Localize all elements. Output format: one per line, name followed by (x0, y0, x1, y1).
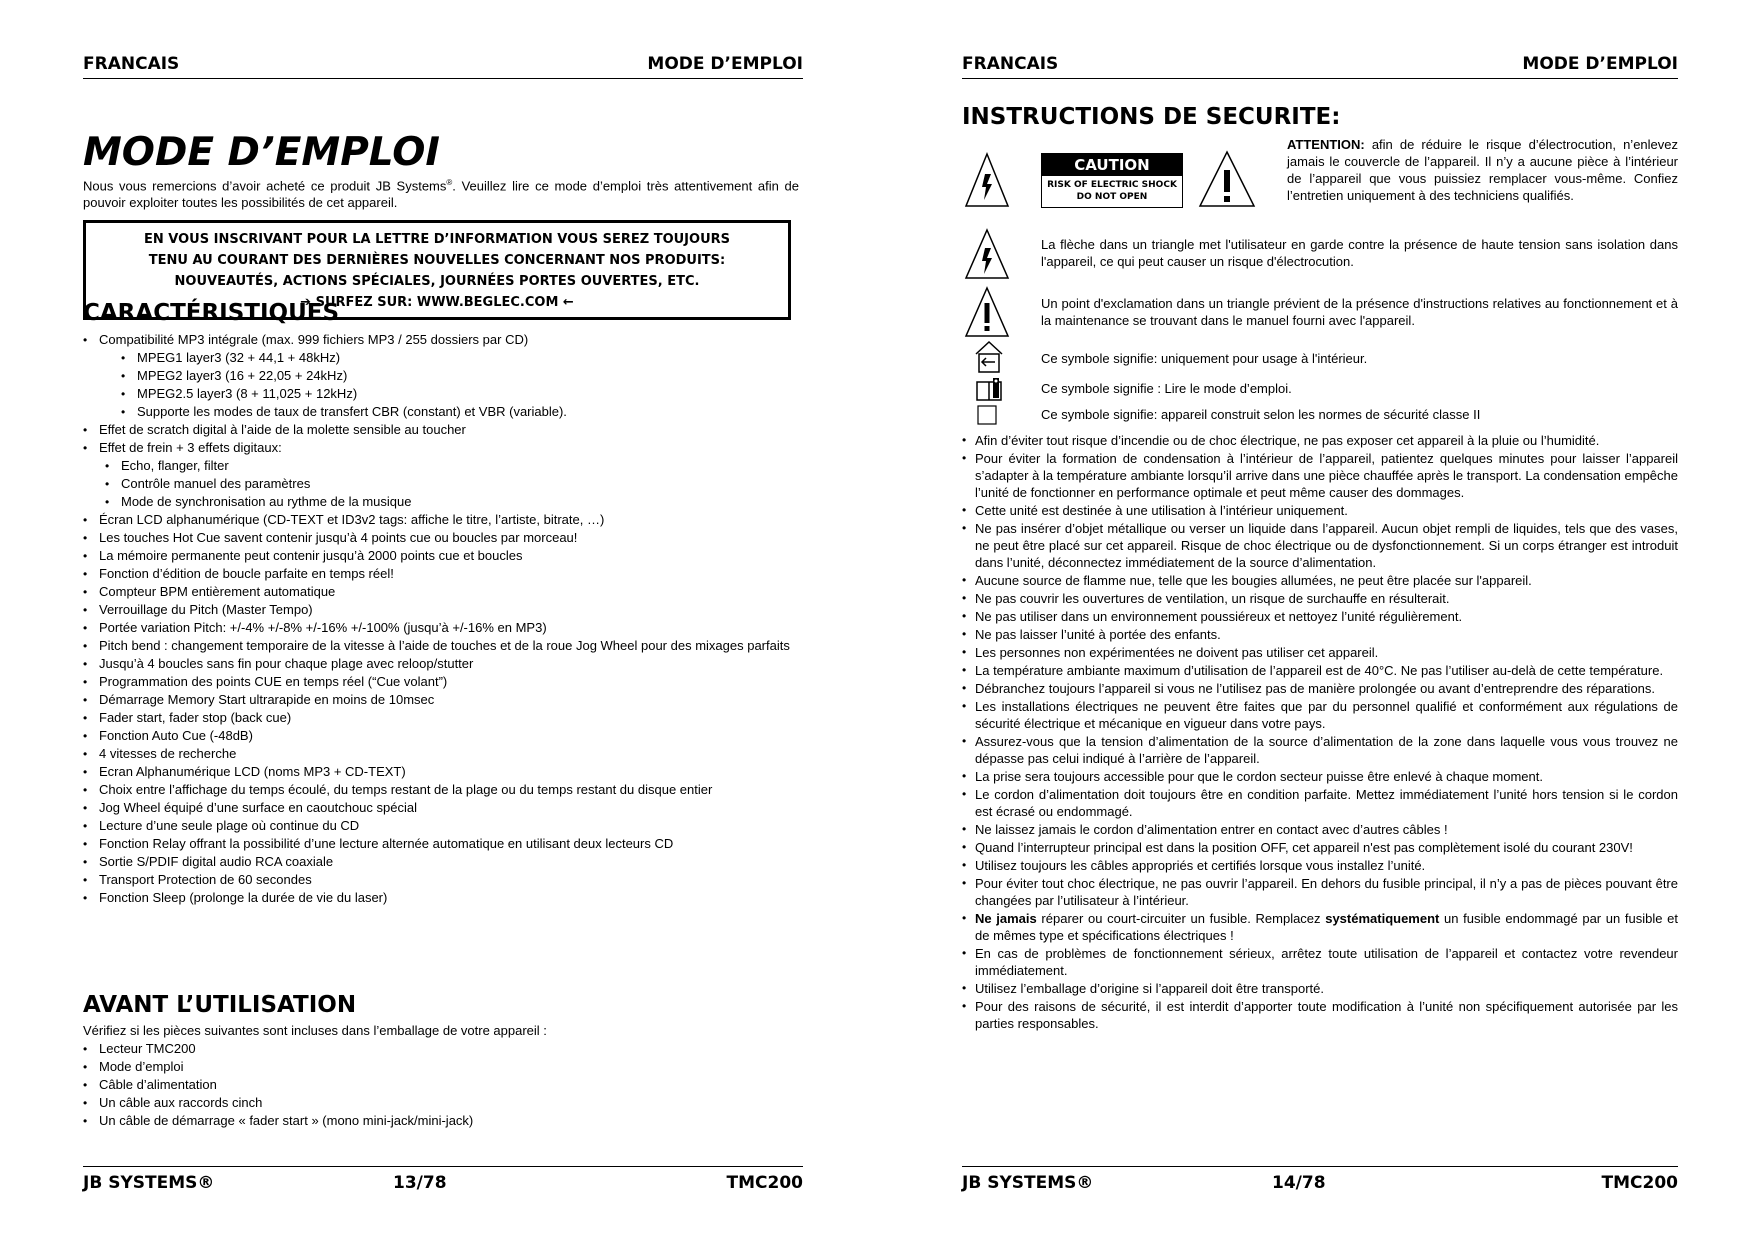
list-item: • Echo, flanger, filter (83, 458, 799, 474)
safety-title: INSTRUCTIONS DE SECURITE: (962, 104, 1341, 130)
newsletter-line: EN VOUS INSCRIVANT POUR LA LETTRE D’INFORMATION VOUS SEREZ TOUJOURS (144, 232, 730, 247)
page-header (962, 54, 1678, 79)
list-item: • Ecran Alphanumérique LCD (noms MP3 + CD-TEXT) (83, 764, 799, 780)
page-right (962, 0, 1678, 1240)
list-item: • Compteur BPM entièrement automatique (83, 584, 799, 600)
list-item: • Ne pas utiliser dans un environnement poussiéreux et nettoyez l’unité régulièrement. (962, 608, 1678, 625)
list-item: • Débranchez toujours l’appareil si vous ne l’utilisez pas de manière prolongée ou avant d’entreprendre des réparations. (962, 680, 1678, 697)
intro-paragraph: Nous vous remercions d’avoir acheté ce produit JB Systems®. Veuillez lire ce mode d’emploi très attentivement afin de pouvoir exploiter toutes les possibilités de cet appareil. (83, 178, 799, 211)
list-item: • Démarrage Memory Start ultrarapide en moins de 10msec (83, 692, 799, 708)
list-item: • Choix entre l’affichage du temps écoulé, du temps restant de la plage ou du temps restant du disque entier (83, 782, 799, 798)
list-item: • Jusqu’à 4 boucles sans fin pour chaque plage avec reloop/stutter (83, 656, 799, 672)
list-item: • Utilisez toujours les câbles appropriés et certifiés lorsque vous installez l’unité. (962, 857, 1678, 874)
page-footer (962, 1166, 1678, 1197)
footer-brand: JB SYSTEMS® (83, 1173, 215, 1193)
list-item: • Fonction d’édition de boucle parfaite en temps réel! (83, 566, 799, 582)
list-item: • Un câble de démarrage « fader start » (mono mini-jack/mini-jack) (83, 1113, 799, 1129)
header-language: FRANCAIS (962, 54, 1059, 74)
list-item: • La mémoire permanente peut contenir jusqu’à 2000 points cue et boucles (83, 548, 799, 564)
footer-page-number: 13/78 (393, 1173, 447, 1193)
header-doc-title: MODE D’EMPLOI (1522, 54, 1678, 74)
newsletter-line: NOUVEAUTÉS, ACTIONS SPÉCIALES, JOURNÉES PORTES OUVERTES, ETC. (174, 274, 700, 289)
footer-model: TMC200 (1601, 1173, 1678, 1193)
list-item: • Effet de frein + 3 effets digitaux: (83, 440, 799, 456)
header-doc-title: MODE D’EMPLOI (647, 54, 803, 74)
list-item: • Quand l’interrupteur principal est dans la position OFF, cet appareil n'est pas complètement isolé du courant 230V! (962, 839, 1678, 856)
before-use-heading: AVANT L’UTILISATION (83, 992, 357, 1018)
list-item: • Ne pas laisser l’unité à portée des enfants. (962, 626, 1678, 643)
list-item: • Supporte les modes de taux de transfert CBR (constant) et VBR (variable). (83, 404, 799, 420)
list-item: • Mode d’emploi (83, 1059, 799, 1075)
list-item: • MPEG2.5 layer3 (8 + 11,025 + 12kHz) (83, 386, 799, 402)
attention-paragraph: ATTENTION: afin de réduire le risque d’électrocution, n’enlevez jamais le couvercle de l’appareil. Il n’y a aucune pièce à l’intérieur de l’appareil que vous puissiez remplacer vous-même. Confiez l’entretien uniquement à des techniciens qualifiés. (1287, 137, 1678, 203)
page-header (83, 54, 803, 79)
list-item: • Aucune source de flamme nue, telle que les bougies allumées, ne peut être placée sur l'appareil. (962, 572, 1678, 589)
class2-square-icon (976, 404, 1000, 426)
caution-line: DO NOT OPEN (1076, 192, 1148, 202)
footer-page-number: 14/78 (1272, 1173, 1326, 1193)
caution-text (1042, 176, 1182, 203)
list-item: • 4 vitesses de recherche (83, 746, 799, 762)
list-item: • Écran LCD alphanumérique (CD-TEXT et ID3v2 tags: affiche le titre, l’artiste, bitrate, …) (83, 512, 799, 528)
list-item: • Les touches Hot Cue savent contenir jusqu’à 4 points cue ou boucles par morceau! (83, 530, 799, 546)
header-language: FRANCAIS (83, 54, 180, 74)
list-item: • Transport Protection de 60 secondes (83, 872, 799, 888)
exclamation-warning-icon (1198, 150, 1256, 208)
indoor-use-icon (974, 340, 1004, 374)
list-item: • Contrôle manuel des paramètres (83, 476, 799, 492)
features-heading: CARACTÉRISTIQUES (83, 300, 340, 326)
caution-label (1041, 153, 1183, 208)
caution-title: CAUTION (1042, 154, 1182, 176)
list-item: • Lecteur TMC200 (83, 1041, 799, 1057)
newsletter-line: TENU AU COURANT DES DERNIÈRES NOUVELLES CONCERNANT NOS PRODUITS: (148, 253, 726, 268)
exclamation-warning-icon (964, 286, 1010, 338)
list-item: • Pour éviter la formation de condensation à l’intérieur de l’appareil, patientez quelques minutes pour laisser l’appareil s’adapter à la température ambiante lorsqu’il arrive dans une pièce chauffée après le transport. La condensation empêche l’unité de fonctionner en performance optimale et peut même causer des dommages. (962, 450, 1678, 501)
list-item: • Effet de scratch digital à l’aide de la molette sensible au toucher (83, 422, 799, 438)
features-list (83, 332, 799, 908)
before-use-intro: Vérifiez si les pièces suivantes sont incluses dans l’emballage de votre appareil : (83, 1023, 547, 1038)
list-item: • Cette unité est destinée à une utilisation à l’intérieur uniquement. (962, 502, 1678, 519)
list-item: • Fader start, fader stop (back cue) (83, 710, 799, 726)
list-item: • Ne pas insérer d’objet métallique ou verser un liquide dans l’appareil. Aucun objet rempli de liquides, tels que des vases, ne peut être placé sur cet appareil. Risque de choc électrique ou de dysfonctionnement. Si un corps étranger est introduit dans l’unité, déconnectez immédiatement de la source d’alimentation. (962, 520, 1678, 571)
list-item: • Le cordon d’alimentation doit toujours être en condition parfaite. Mettez immédiatement l’unité hors tension si le cordon est écrasé ou endommagé. (962, 786, 1678, 820)
list-item: • Pour éviter tout choc électrique, ne pas ouvrir l’appareil. En dehors du fusible principal, il n’y a pas de pièces pouvant être changées par l’utilisateur à l’intérieur. (962, 875, 1678, 909)
list-item: • Fonction Auto Cue (-48dB) (83, 728, 799, 744)
list-item: • Sortie S/PDIF digital audio RCA coaxiale (83, 854, 799, 870)
list-item: • Les installations électriques ne peuvent être faites que par du personnel qualifié et conformément aux régulations de sécurité électrique et mécanique en vigueur dans votre pays. (962, 698, 1678, 732)
list-item: • Portée variation Pitch: +/-4% +/-8% +/-16% +/-100% (jusqu’à +/-16% en MP3) (83, 620, 799, 636)
list-item: • Lecture d’une seule plage où continue du CD (83, 818, 799, 834)
footer-model: TMC200 (726, 1173, 803, 1193)
list-item: • Jog Wheel équipé d’une surface en caoutchouc spécial (83, 800, 799, 816)
caution-line: RISK OF ELECTRIC SHOCK (1047, 180, 1177, 190)
page-left (83, 0, 803, 1240)
read-manual-icon (974, 376, 1004, 402)
list-item: • Un câble aux raccords cinch (83, 1095, 799, 1111)
list-item: • Afin d’éviter tout risque d’incendie ou de choc électrique, ne pas exposer cet appareil à la pluie ou l’humidité. (962, 432, 1678, 449)
list-item: • Pour des raisons de sécurité, il est interdit d’apporter toute modification à l’unité non spécifiquement autorisée par les parties responsables. (962, 998, 1678, 1032)
class2-explanation: Ce symbole signifie: appareil construit selon les normes de sécurité classe II (1041, 407, 1481, 422)
manual-explanation: Ce symbole signifie : Lire le mode d’emploi. (1041, 381, 1292, 396)
list-item: • Utilisez l’emballage d’origine si l’appareil doit être transporté. (962, 980, 1678, 997)
list-item: • Fonction Relay offrant la possibilité d’une lecture alternée automatique en utilisant deux lecteurs CD (83, 836, 799, 852)
lightning-warning-icon (964, 152, 1010, 208)
list-item: • Câble d’alimentation (83, 1077, 799, 1093)
list-item: • Ne pas couvrir les ouvertures de ventilation, un risque de surchauffe en résulterait. (962, 590, 1678, 607)
list-item: • Compatibilité MP3 intégrale (max. 999 fichiers MP3 / 255 dossiers par CD) (83, 332, 799, 348)
indoor-explanation: Ce symbole signifie: uniquement pour usage à l'intérieur. (1041, 351, 1368, 366)
exclamation-explanation: Un point d'exclamation dans un triangle prévient de la présence d'instructions relatives au fonctionnement et à la maintenance se trouvant dans le manuel fourni avec l'appareil. (1041, 296, 1678, 328)
lightning-warning-icon (964, 228, 1010, 280)
footer-brand: JB SYSTEMS® (962, 1173, 1094, 1193)
list-item: • Verrouillage du Pitch (Master Tempo) (83, 602, 799, 618)
list-item: • Programmation des points CUE en temps réel (“Cue volant”) (83, 674, 799, 690)
list-item: • MPEG1 layer3 (32 + 44,1 + 48kHz) (83, 350, 799, 366)
list-item: • En cas de problèmes de fonctionnement sérieux, arrêtez toute utilisation de l’appareil et contactez votre revendeur immédiatement. (962, 945, 1678, 979)
contents-list (83, 1041, 799, 1131)
list-item: • Fonction Sleep (prolonge la durée de vie du laser) (83, 890, 799, 906)
newsletter-link[interactable]: ➔ SURFEZ SUR: WWW.BEGLEC.COM ← (300, 295, 574, 310)
page-footer (83, 1166, 803, 1197)
safety-list (962, 432, 1678, 1033)
list-item: • MPEG2 layer3 (16 + 22,05 + 24kHz) (83, 368, 799, 384)
list-item-fuse: • Ne jamais réparer ou court-circuiter un fusible. Remplacez systématiquement un fusible endommagé par un fusible et de mêmes type et spécifications électriques ! (962, 910, 1678, 944)
list-item: • Mode de synchronisation au rythme de la musique (83, 494, 799, 510)
lightning-explanation: La flèche dans un triangle met l'utilisateur en garde contre la présence de haute tension sans isolation dans l'appareil, ce qui peut causer un risque d'électrocution. (1041, 237, 1678, 269)
list-item: • La température ambiante maximum d’utilisation de l’appareil est de 40°C. Ne pas l’utiliser au-delà de cette température. (962, 662, 1678, 679)
page-title: MODE D’EMPLOI (83, 130, 440, 175)
list-item: • Pitch bend : changement temporaire de la vitesse à l’aide de touches et de la roue Jog Wheel pour des mixages parfaits (83, 638, 799, 654)
list-item: • Assurez-vous que la tension d’alimentation de la source d’alimentation de la zone dans laquelle vous vous trouvez ne dépasse pas celui indiqué à l’arrière de l’appareil. (962, 733, 1678, 767)
list-item: • Les personnes non expérimentées ne doivent pas utiliser cet appareil. (962, 644, 1678, 661)
list-item: • La prise sera toujours accessible pour que le cordon secteur puisse être enlevé à chaque moment. (962, 768, 1678, 785)
list-item: • Ne laissez jamais le cordon d’alimentation entrer en contact avec d’autres câbles ! (962, 821, 1678, 838)
